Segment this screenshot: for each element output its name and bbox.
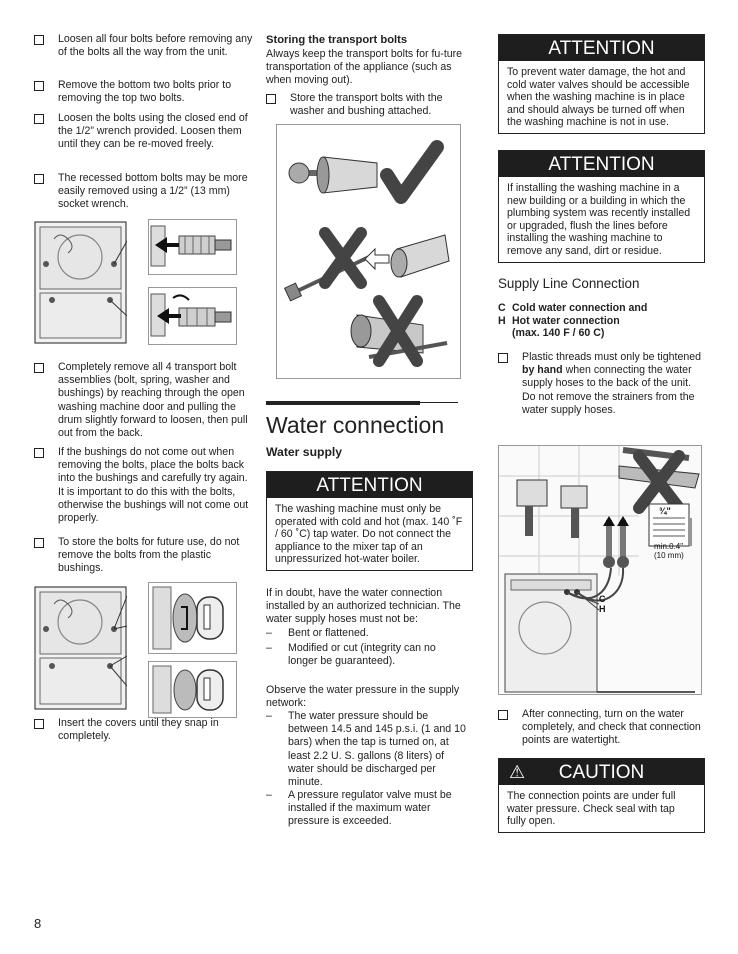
caution-label: CAUTION [558, 762, 645, 783]
section-rule-thin [420, 402, 458, 403]
attention-text: To prevent water damage, the hot and cold water valves should be accessible when the washing machine is in place and should always be turned off when the washing machine is not in use. [507, 66, 690, 129]
cold-connection-label: C [599, 594, 606, 604]
legend-row: H Hot water connection [498, 314, 620, 327]
min-length-label: min.0.4" [654, 542, 684, 551]
caution-header [499, 759, 704, 785]
attention-text: The washing machine must only be operated with cold and hot (max. 140 ˚F / 60 ˚C) tap water. Do not connect the appliance to the mixer tap of an unpressurized hot-water boiler. [275, 503, 463, 566]
thread-size-label: ¾" [659, 506, 671, 516]
attention-header: ATTENTION [499, 35, 704, 61]
caution-text: The connection points are under full water pressure. Check seal with tap fully open. [507, 790, 676, 828]
supply-line-illustration [498, 445, 702, 695]
cover-detail-bottom [148, 661, 237, 718]
checkbox-bullet-icon [34, 174, 44, 184]
cover-detail-top [148, 582, 237, 654]
page-number: 8 [34, 916, 42, 931]
water-supply-heading: Water supply [266, 445, 343, 459]
attention-header: ATTENTION [499, 151, 704, 177]
checkbox-bullet-icon [34, 81, 44, 91]
washer-back-illustration [34, 221, 127, 344]
bolt-removal-detail-top [148, 219, 237, 275]
attention-box [266, 471, 473, 571]
checkbox-bullet-icon [34, 719, 44, 729]
checkbox-bullet-icon [266, 94, 276, 104]
attention-box [498, 34, 705, 134]
storing-heading: Storing the transport bolts [266, 34, 408, 46]
checkbox-bullet-icon [34, 538, 44, 548]
transport-bolt-storage-illustration [276, 124, 461, 379]
min-length-mm-label: (10 mm) [654, 551, 684, 560]
bolt-removal-detail-bottom [148, 287, 237, 345]
checkbox-bullet-icon [498, 710, 508, 720]
legend-row: C Cold water connection and [498, 302, 648, 314]
pressure-text: Observe the water pressure in the supply network: [266, 684, 460, 710]
storing-text: Always keep the transport bolts for fu-ture transportation of the appliance (such as when moving out). [266, 48, 463, 87]
doubt-text: If in doubt, have the water connection installed by an authorized technician. The water supply hoses must not be: [266, 587, 461, 626]
checkbox-bullet-icon [34, 114, 44, 124]
hot-connection-label: H [599, 604, 606, 614]
caution-box [498, 758, 705, 833]
dash-bullet: – [266, 627, 272, 639]
checkbox-bullet-icon [34, 35, 44, 45]
warning-triangle-icon: ⚠ [509, 762, 526, 782]
washer-back-covers-illustration [34, 586, 127, 710]
dash-bullet: – [266, 642, 272, 654]
connection-legend [498, 302, 647, 340]
legend-row: (max. 140 F / 60 C) [512, 327, 605, 340]
checkbox-bullet-icon [34, 448, 44, 458]
checkbox-bullet-icon [34, 363, 44, 373]
dash-bullet: – [266, 789, 272, 801]
checkbox-bullet-icon [498, 353, 508, 363]
dash-bullet: – [266, 710, 272, 722]
section-title: Water connection [266, 412, 445, 438]
attention-box [498, 150, 705, 263]
section-rule [266, 401, 420, 405]
supply-heading: Supply Line Connection [498, 276, 640, 291]
attention-text: If installing the washing machine in a new building or a building in which the plumbing system was recently installed or upgraded, flush the lines before installing the washing machine to remove any sand, dirt or residue. [507, 182, 691, 257]
attention-header: ATTENTION [267, 472, 472, 498]
